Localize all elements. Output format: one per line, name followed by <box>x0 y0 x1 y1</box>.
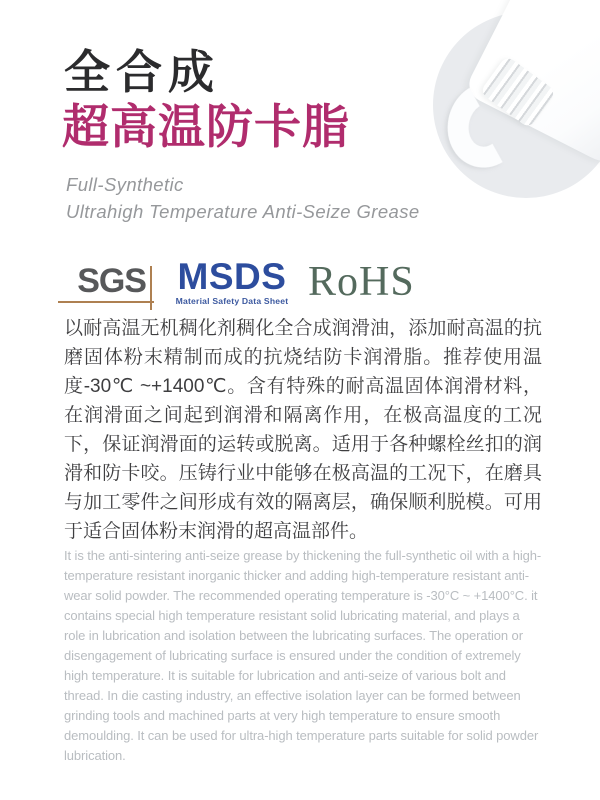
product-subtitle-en <box>66 172 420 225</box>
sgs-sideline <box>150 266 152 310</box>
msds-logo <box>170 258 294 306</box>
certification-logos <box>64 258 464 318</box>
description-chinese: 以耐高温无机稠化剂稠化全合成润滑油，添加耐高温的抗磨固体粉末精制而成的抗烧结防卡润滑脂。推荐使用温度-30℃ ~+1400℃。含有特殊的耐高温固体润滑材料，在润滑面之间起到润滑和隔离作用，在极高温度的工况下，保证润滑面的运转或脱离。适用于各种螺栓丝扣的润滑和防卡咬。压铸行业中能够在极高温的工况下，在磨具与加工零件之间形成有效的隔离层，确保顺利脱模。可用于适合固体粉末润滑的超高温部件。 <box>64 318 542 542</box>
sgs-logo <box>64 264 152 312</box>
product-title-cn: 全合成 <box>64 46 220 98</box>
rohs-logo: RoHS <box>308 259 415 305</box>
description-english: It is the anti-sintering anti-seize grease by thickening the full-synthetic oil with a high-temperature resistant inorganic thicker and adding high-temperature resistant anti-wear solid powder. The recommended operating temperature is -30°C ~ +1400°C. it contains special high temperature resistant solid lubricating material, and plays a role in lubrication and isolation between the lubricating surfaces. The operation or disengagement of lubricating surface is ensured under the condition of extremely high temperature. It is suitable for lubrication and anti-seize of various bolt and thread. In die casting industry, an effective isolation layer can be formed between grinding tools and machined parts at very high temperature to ensure smooth demoulding. It can be used for ultra-high temperature parts suitable for solid powder lubrication. <box>64 548 542 763</box>
product-title-cn-accent: 超高温防卡脂 <box>62 100 350 153</box>
sgs-underline <box>58 301 154 303</box>
msds-logo-text: MSDS <box>177 256 287 297</box>
subtitle-line-1: Full-Synthetic <box>66 174 184 195</box>
subtitle-line-2: Ultrahigh Temperature Anti-Seize Grease <box>66 200 420 222</box>
msds-logo-subtext: Material Safety Data Sheet <box>175 296 289 306</box>
sgs-logo-text: SGS <box>77 262 146 300</box>
